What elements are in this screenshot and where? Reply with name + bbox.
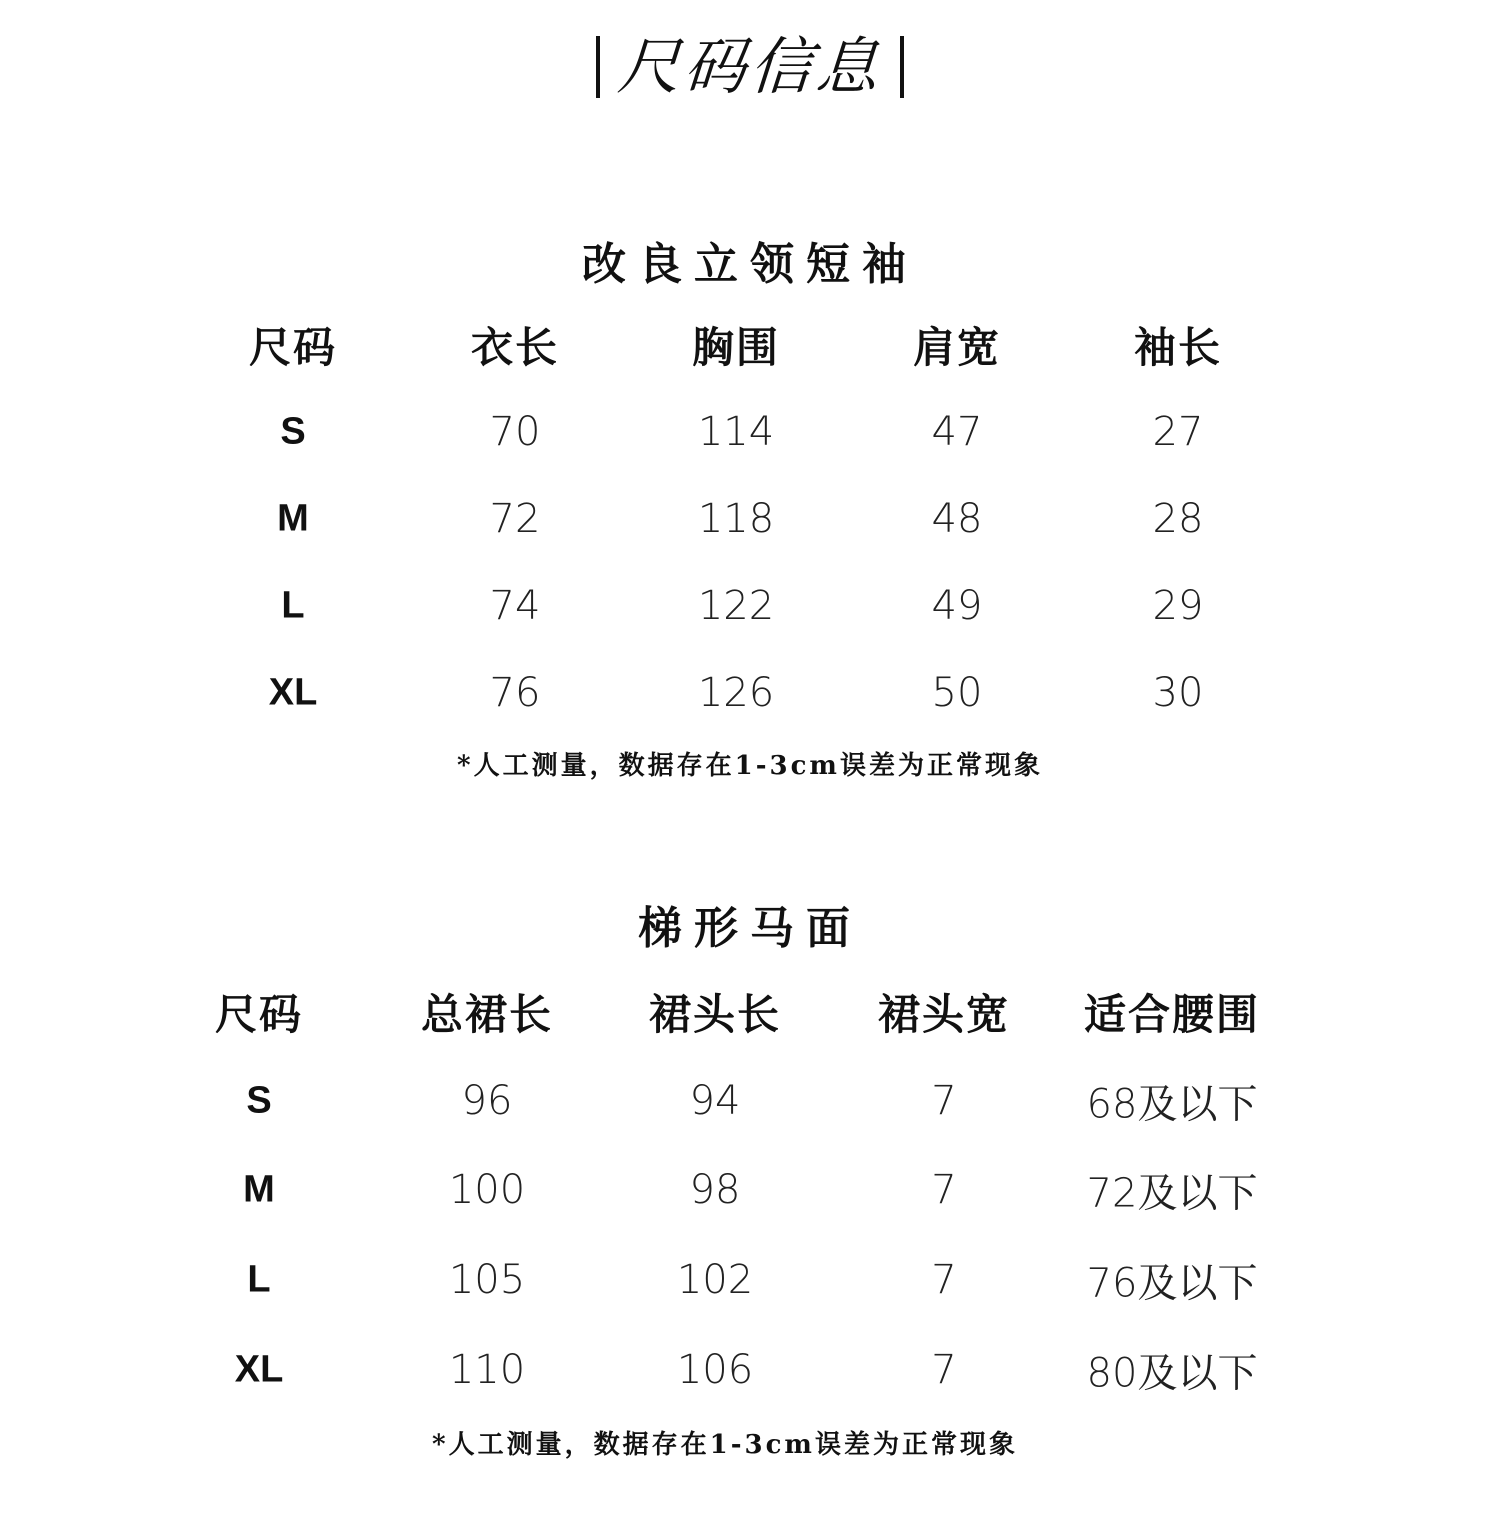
value-cell: 72 — [489, 496, 541, 542]
value-cell: 80及以下 — [1086, 1350, 1258, 1397]
size-cell: M — [277, 497, 309, 540]
header-size: 尺码 — [248, 323, 338, 372]
size-cell: S — [280, 410, 306, 453]
value-cell: 72及以下 — [1086, 1170, 1258, 1217]
value-cell: 110 — [448, 1347, 526, 1393]
header-sleeve: 袖长 — [1133, 323, 1223, 372]
value-cell: 50 — [931, 670, 983, 716]
value-cell: 7 — [931, 1078, 957, 1124]
size-cell: M — [243, 1168, 275, 1211]
shirt-table-heading: 改良立领短袖 — [582, 239, 918, 290]
value-cell: 94 — [689, 1078, 741, 1124]
value-cell: 102 — [676, 1257, 754, 1303]
header-total-length: 总裙长 — [420, 990, 554, 1039]
measurement-note: *人工测量，数据存在1-3cm误差为正常现象 — [432, 1430, 1018, 1460]
value-cell: 118 — [697, 496, 775, 542]
size-cell: XL — [268, 671, 318, 714]
page-title-text: 尺码信息 — [615, 30, 885, 103]
size-cell: XL — [234, 1348, 284, 1391]
value-cell: 68及以下 — [1086, 1081, 1258, 1128]
value-cell: 96 — [461, 1078, 513, 1124]
value-cell: 29 — [1152, 583, 1204, 629]
value-cell: 76及以下 — [1086, 1260, 1258, 1307]
header-size: 尺码 — [214, 990, 304, 1039]
value-cell: 74 — [489, 583, 541, 629]
value-cell: 98 — [689, 1167, 741, 1213]
header-waistband-width: 裙头宽 — [877, 990, 1011, 1039]
value-cell: 28 — [1152, 496, 1204, 542]
page-title — [0, 22, 1500, 112]
value-cell: 106 — [676, 1347, 754, 1393]
size-cell: S — [246, 1079, 272, 1122]
skirt-table-heading: 梯形马面 — [638, 903, 862, 954]
value-cell: 7 — [931, 1347, 957, 1393]
header-fit-waist: 适合腰围 — [1083, 990, 1261, 1039]
value-cell: 114 — [697, 409, 775, 455]
header-chest: 胸围 — [691, 323, 781, 372]
header-waistband-length: 裙头长 — [648, 990, 782, 1039]
value-cell: 122 — [697, 583, 775, 629]
measurement-note: *人工测量，数据存在1-3cm误差为正常现象 — [457, 751, 1043, 781]
value-cell: 30 — [1152, 670, 1204, 716]
title-left-bar — [596, 36, 600, 98]
value-cell: 48 — [931, 496, 983, 542]
value-cell: 49 — [931, 583, 983, 629]
value-cell: 47 — [931, 409, 983, 455]
value-cell: 105 — [448, 1257, 526, 1303]
title-right-bar — [900, 36, 904, 98]
size-cell: L — [281, 584, 305, 627]
value-cell: 27 — [1152, 409, 1204, 455]
header-length: 衣长 — [470, 323, 560, 372]
size-cell: L — [247, 1258, 271, 1301]
value-cell: 126 — [697, 670, 775, 716]
value-cell: 70 — [489, 409, 541, 455]
value-cell: 7 — [931, 1167, 957, 1213]
value-cell: 100 — [448, 1167, 526, 1213]
header-shoulder: 肩宽 — [912, 323, 1002, 372]
value-cell: 7 — [931, 1257, 957, 1303]
value-cell: 76 — [489, 670, 541, 716]
